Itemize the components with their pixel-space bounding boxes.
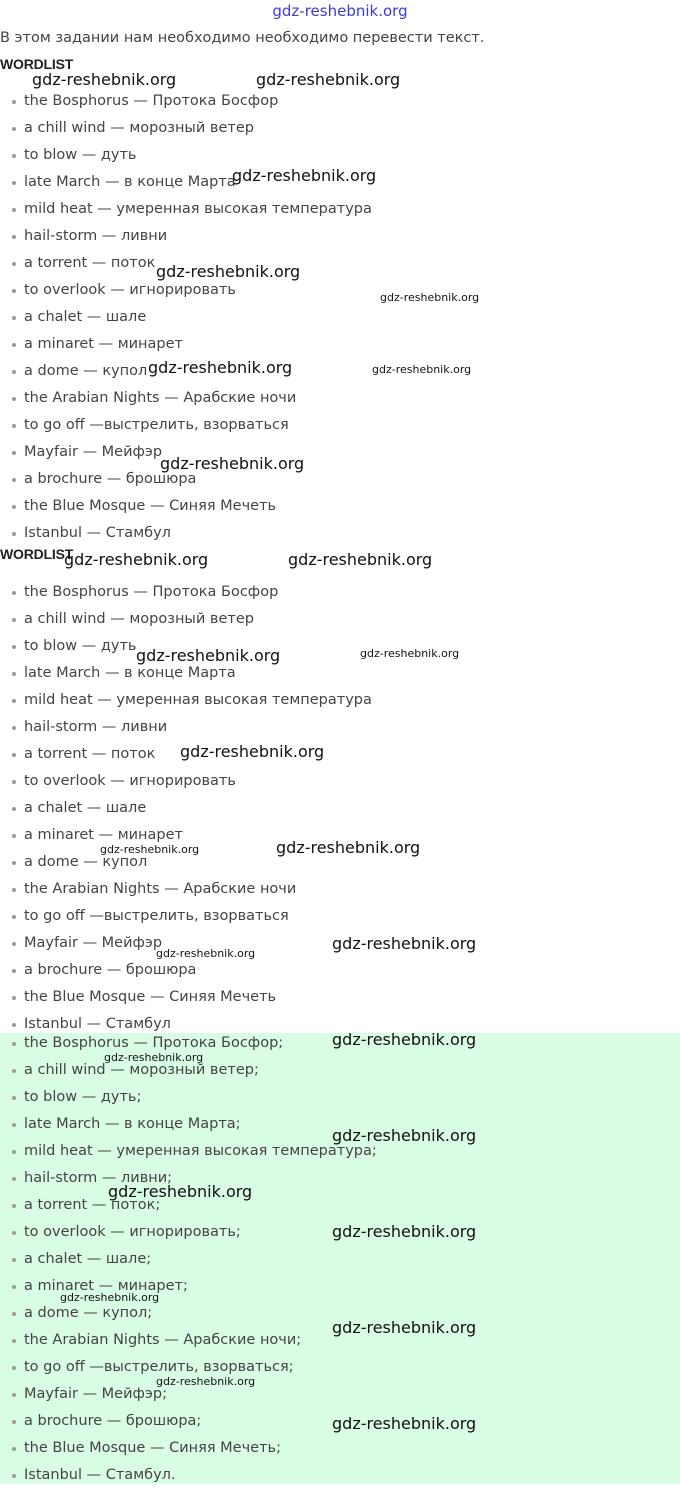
- wordlist-1-item: [0, 493, 680, 520]
- bullet-icon: [12, 1420, 16, 1424]
- watermark-text: gdz-reshebnik.org: [380, 291, 480, 304]
- watermark-text: gdz-reshebnik.org: [232, 166, 377, 185]
- bullet-icon: [12, 1447, 16, 1451]
- watermark-text: gdz-reshebnik.org: [156, 262, 301, 281]
- wordlist-1-item: [0, 142, 680, 169]
- bullet-icon: [12, 618, 16, 622]
- wordlist-2-item: [0, 768, 680, 795]
- list-item-text: the Blue Mosque — Синяя Мечеть: [24, 989, 277, 1005]
- bullet-icon: [12, 262, 16, 266]
- watermark-text: gdz-reshebnik.org: [64, 550, 209, 569]
- wordlist-title-1: WORDLIST: [0, 56, 74, 72]
- bullet-icon: [12, 1366, 16, 1370]
- answer-item: [0, 1084, 680, 1111]
- list-item-text: to go off —выстрелить, взорваться;: [24, 1359, 294, 1375]
- watermark-text: gdz-reshebnik.org: [32, 70, 177, 89]
- list-item-text: mild heat — умеренная высокая температура: [24, 692, 372, 708]
- bullet-icon: [12, 397, 16, 401]
- answer-item: [0, 1246, 680, 1273]
- intro-text: В этом задании нам необходимо необходимо перевести текст.: [0, 30, 485, 46]
- list-item-text: hail-storm — ливни;: [24, 1170, 173, 1186]
- list-item-text: Istanbul — Стамбул: [24, 525, 171, 541]
- wordlist-2-item: [0, 876, 680, 903]
- wordlist-2-item: [0, 984, 680, 1011]
- watermark-text: gdz-reshebnik.org: [332, 1414, 477, 1433]
- watermark-text: gdz-reshebnik.org: [256, 70, 401, 89]
- bullet-icon: [12, 591, 16, 595]
- list-item-text: Mayfair — Мейфэр: [24, 444, 163, 460]
- bullet-icon: [12, 424, 16, 428]
- list-item-text: a dome — купол: [24, 854, 148, 870]
- watermark-text: gdz-reshebnik.org: [180, 742, 325, 761]
- wordlist-1-item: [0, 196, 680, 223]
- list-item-text: a chalet — шале;: [24, 1251, 152, 1267]
- bullet-icon: [12, 316, 16, 320]
- bullet-icon: [12, 645, 16, 649]
- bullet-icon: [12, 370, 16, 374]
- list-item-text: the Arabian Nights — Арабские ночи: [24, 881, 297, 897]
- wordlist-1-item: [0, 358, 680, 385]
- list-item-text: the Bosphorus — Протока Босфор;: [24, 1035, 284, 1051]
- list-item-text: to overlook — игнорировать: [24, 282, 236, 298]
- watermark-text: gdz-reshebnik.org: [148, 358, 293, 377]
- bullet-icon: [12, 753, 16, 757]
- bullet-icon: [12, 154, 16, 158]
- watermark-text: gdz-reshebnik.org: [332, 1318, 477, 1337]
- list-item-text: a chalet — шале: [24, 800, 147, 816]
- bullet-icon: [12, 915, 16, 919]
- bullet-icon: [12, 699, 16, 703]
- bullet-icon: [12, 532, 16, 536]
- bullet-icon: [12, 1123, 16, 1127]
- bullet-icon: [12, 1474, 16, 1478]
- list-item-text: late March — в конце Марта;: [24, 1116, 241, 1132]
- watermark-text: gdz-reshebnik.org: [60, 1291, 160, 1304]
- watermark-text: gdz-reshebnik.org: [156, 1375, 256, 1388]
- list-item-text: to go off —выстрелить, взорваться: [24, 908, 289, 924]
- list-item-text: mild heat — умеренная высокая температура;: [24, 1143, 377, 1159]
- watermark-text: gdz-reshebnik.org: [136, 646, 281, 665]
- answer-item: [0, 1408, 680, 1435]
- wordlist-1-item: [0, 466, 680, 493]
- wordlist-2-item: [0, 957, 680, 984]
- list-item-text: to overlook — игнорировать;: [24, 1224, 241, 1240]
- bullet-icon: [12, 969, 16, 973]
- wordlist-2-item: [0, 633, 680, 660]
- bullet-icon: [12, 1042, 16, 1046]
- wordlist-1-item: [0, 88, 680, 115]
- answer-item: [0, 1327, 680, 1354]
- wordlist-1-item: [0, 223, 680, 250]
- bullet-icon: [12, 1285, 16, 1289]
- bullet-icon: [12, 1150, 16, 1154]
- list-item-text: a minaret — минарет;: [24, 1278, 188, 1294]
- wordlist-1-item: [0, 277, 680, 304]
- wordlist-1-item: [0, 304, 680, 331]
- list-item-text: a minaret — минарет: [24, 336, 183, 352]
- list-item-text: a dome — купол: [24, 363, 148, 379]
- wordlist-2-item: [0, 741, 680, 768]
- list-item-text: a chill wind — морозный ветер;: [24, 1062, 259, 1078]
- bullet-icon: [12, 343, 16, 347]
- watermark-text: gdz-reshebnik.org: [372, 363, 472, 376]
- bullet-icon: [12, 451, 16, 455]
- bullet-icon: [12, 208, 16, 212]
- bullet-icon: [12, 181, 16, 185]
- bullet-icon: [12, 1231, 16, 1235]
- wordlist-1-item: [0, 250, 680, 277]
- bullet-icon: [12, 672, 16, 676]
- watermark-text: gdz-reshebnik.org: [332, 934, 477, 953]
- answer-item: [0, 1165, 680, 1192]
- answer-item: [0, 1354, 680, 1381]
- list-item-text: a brochure — брошюра: [24, 962, 197, 978]
- list-item-text: a chill wind — морозный ветер: [24, 611, 254, 627]
- list-item-text: a chill wind — морозный ветер: [24, 120, 254, 136]
- list-item-text: mild heat — умеренная высокая температура: [24, 201, 372, 217]
- list-item-text: to blow — дуть: [24, 147, 137, 163]
- watermark-text: gdz-reshebnik.org: [100, 843, 200, 856]
- bullet-icon: [12, 1096, 16, 1100]
- watermark-text: gdz-reshebnik.org: [360, 647, 460, 660]
- list-item-text: the Arabian Nights — Арабские ночи;: [24, 1332, 302, 1348]
- list-item-text: a torrent — поток: [24, 746, 156, 762]
- answer-item: [0, 1030, 680, 1057]
- wordlist-1-item: [0, 331, 680, 358]
- list-item-text: Istanbul — Стамбул: [24, 1016, 171, 1032]
- wordlist-2-item: [0, 660, 680, 687]
- list-item-text: late March — в конце Марта: [24, 665, 236, 681]
- bullet-icon: [12, 1069, 16, 1073]
- wordlist-2-item: [0, 849, 680, 876]
- list-item-text: a dome — купол;: [24, 1305, 153, 1321]
- list-item-text: hail-storm — ливни: [24, 228, 168, 244]
- watermark-text: gdz-reshebnik.org: [104, 1051, 204, 1064]
- bullet-icon: [12, 996, 16, 1000]
- answer-item: [0, 1300, 680, 1327]
- watermark-text: gdz-reshebnik.org: [332, 1030, 477, 1049]
- bullet-icon: [12, 861, 16, 865]
- answer-list: [0, 1030, 680, 1489]
- list-item-text: a brochure — брошюра;: [24, 1413, 202, 1429]
- wordlist-1-item: [0, 439, 680, 466]
- list-item-text: a minaret — минарет: [24, 827, 183, 843]
- list-item-text: to blow — дуть: [24, 638, 137, 654]
- list-item-text: to blow — дуть;: [24, 1089, 142, 1105]
- wordlist-2-item: [0, 822, 680, 849]
- list-item-text: the Blue Mosque — Синяя Мечеть;: [24, 1440, 281, 1456]
- list-item-text: to overlook — игнорировать: [24, 773, 236, 789]
- bullet-icon: [12, 780, 16, 784]
- answer-item: [0, 1111, 680, 1138]
- answer-item: [0, 1381, 680, 1408]
- list-item-text: the Arabian Nights — Арабские ночи: [24, 390, 297, 406]
- watermark-text: gdz-reshebnik.org: [276, 838, 421, 857]
- bullet-icon: [12, 478, 16, 482]
- watermark-text: gdz-reshebnik.org: [288, 550, 433, 569]
- bullet-icon: [12, 505, 16, 509]
- wordlist-2-item: [0, 579, 680, 606]
- list-item-text: to go off —выстрелить, взорваться: [24, 417, 289, 433]
- bullet-icon: [12, 888, 16, 892]
- answer-item: [0, 1138, 680, 1165]
- watermark-text: gdz-reshebnik.org: [108, 1182, 253, 1201]
- bullet-icon: [12, 1312, 16, 1316]
- watermark-text: gdz-reshebnik.org: [332, 1126, 477, 1145]
- list-item-text: hail-storm — ливни: [24, 719, 168, 735]
- answer-item: [0, 1462, 680, 1489]
- bullet-icon: [12, 1023, 16, 1027]
- bullet-icon: [12, 1204, 16, 1208]
- list-item-text: the Bosphorus — Протока Босфор: [24, 584, 279, 600]
- list-item-text: Mayfair — Мейфэр;: [24, 1386, 167, 1402]
- wordlist-2-item: [0, 714, 680, 741]
- wordlist-2-item: [0, 606, 680, 633]
- watermark-text: gdz-reshebnik.org: [156, 947, 256, 960]
- wordlist-2-item: [0, 795, 680, 822]
- bullet-icon: [12, 127, 16, 131]
- list-item-text: a brochure — брошюра: [24, 471, 197, 487]
- bullet-icon: [12, 100, 16, 104]
- list-item-text: late March — в конце Марта: [24, 174, 236, 190]
- list-item-text: Mayfair — Мейфэр: [24, 935, 163, 951]
- list-item-text: the Blue Mosque — Синяя Мечеть: [24, 498, 277, 514]
- bullet-icon: [12, 1339, 16, 1343]
- wordlist-1-item: [0, 169, 680, 196]
- list-item-text: a torrent — поток: [24, 255, 156, 271]
- bullet-icon: [12, 807, 16, 811]
- watermark-text: gdz-reshebnik.org: [160, 454, 305, 473]
- list-item-text: the Bosphorus — Протока Босфор: [24, 93, 279, 109]
- wordlist-1: [0, 88, 680, 547]
- list-item-text: Istanbul — Стамбул.: [24, 1467, 176, 1483]
- bullet-icon: [12, 834, 16, 838]
- answer-item: [0, 1057, 680, 1084]
- wordlist-1-item: [0, 412, 680, 439]
- bullet-icon: [12, 1258, 16, 1262]
- bullet-icon: [12, 235, 16, 239]
- answer-item: [0, 1192, 680, 1219]
- wordlist-2-item: [0, 903, 680, 930]
- wordlist-1-item: [0, 115, 680, 142]
- wordlist-1-item: [0, 520, 680, 547]
- bullet-icon: [12, 726, 16, 730]
- wordlist-2-item: [0, 930, 680, 957]
- answer-item: [0, 1435, 680, 1462]
- watermark-text: gdz-reshebnik.org: [332, 1222, 477, 1241]
- bullet-icon: [12, 1177, 16, 1181]
- wordlist-1-item: [0, 385, 680, 412]
- bullet-icon: [12, 1393, 16, 1397]
- list-item-text: a torrent — поток;: [24, 1197, 161, 1213]
- wordlist-2: [0, 579, 680, 1038]
- answer-item: [0, 1273, 680, 1300]
- bullet-icon: [12, 289, 16, 293]
- answer-item: [0, 1219, 680, 1246]
- wordlist-title-2: WORDLIST: [0, 546, 74, 562]
- bullet-icon: [12, 942, 16, 946]
- site-title-link[interactable]: gdz-reshebnik.org: [272, 2, 408, 20]
- list-item-text: a chalet — шале: [24, 309, 147, 325]
- wordlist-2-item: [0, 687, 680, 714]
